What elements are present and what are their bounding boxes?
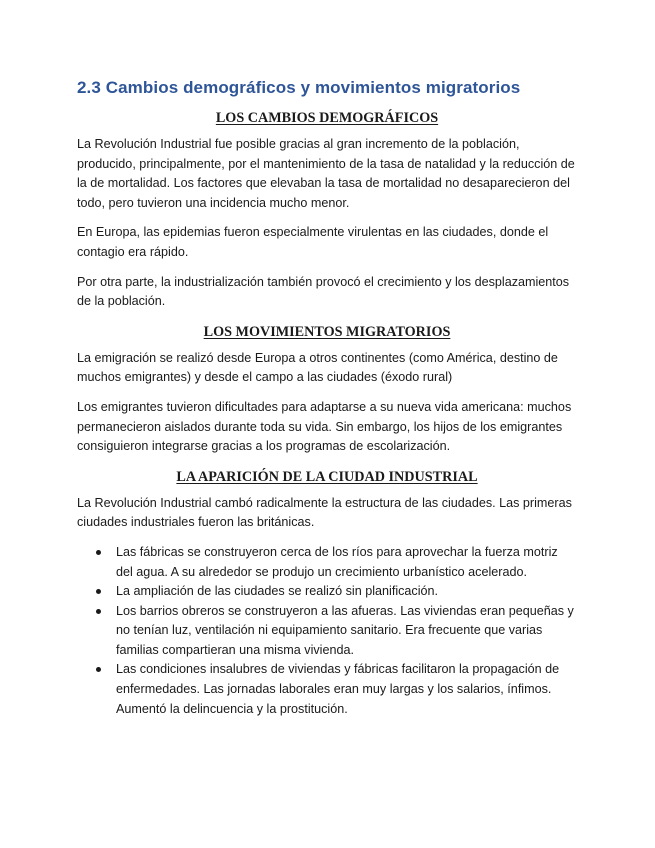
bullet-text: Las fábricas se construyeron cerca de los ríos para aprovechar la fuerza motriz del agua. A su alrededor se produjo un crecimiento urbanístico acelerado. [116,544,558,579]
bullet-icon [96,550,101,555]
paragraph: Los emigrantes tuvieron dificultades para adaptarse a su nueva vida americana: muchos permanecieron aislados durante toda su vida. Sin embargo, los hijos de los emigrantes consiguieron integrarse gracias a los programas de escolarización. [77,399,572,454]
bullet-item [77,543,577,582]
paragraph: En Europa, las epidemias fueron especialmente virulentas en las ciudades, donde el contagio era rápido. [77,225,549,259]
section-industrial-city [77,467,577,720]
bullet-text: Las condiciones insalubres de viviendas y fábricas facilitaron la propagación de enfermedades. Las jornadas laborales eran muy largas y los salarios, ínfimos. Aumentó la delincuencia y la prostitución. [116,662,560,716]
section-heading: LA APARICIÓN DE LA CIUDAD INDUSTRIAL [176,468,478,485]
bullet-text: Los barrios obreros se construyeron a las afueras. Las viviendas eran pequeñas y no tenían luz, ventilación ni equipamiento sanitario. Era frecuente que varias familias compartieran una misma vivienda. [116,603,574,657]
paragraph: La emigración se realizó desde Europa a otros continentes (como América, destino de muchos emigrantes) y desde el campo a las ciudades (éxodo rural) [77,350,558,385]
page-title: 2.3 Cambios demográficos y movimientos migratorios [77,78,521,97]
section-migratory-movements [77,322,577,457]
bullet-list [77,543,577,719]
paragraph: Por otra parte, la industrialización también provocó el crecimiento y los desplazamientos de la población. [77,274,570,309]
bullet-icon [96,609,101,614]
section-heading: LOS CAMBIOS DEMOGRÁFICOS [215,110,439,126]
document-content [77,77,577,719]
paragraph: La Revolución Industrial fue posible gracias al gran incremento de la población, producido, principalmente, por el mantenimiento de la tasa de natalidad y la reducción de la de mortalidad. Los factores que elevaban la tasa de mortalidad no desaparecieron del todo, pero tuvieron una incidencia mucho menor. [77,137,575,210]
section-heading: LOS MOVIMIENTOS MIGRATORIOS [203,323,451,340]
bullet-text: La ampliación de las ciudades se realizó sin planificación. [116,584,439,599]
bullet-icon [96,589,101,594]
bullet-item [77,582,577,602]
bullet-item [77,660,577,719]
bullet-icon [96,667,101,672]
paragraph: La Revolución Industrial cambó radicalmente la estructura de las ciudades. Las primeras ciudades industriales fueron las británicas. [77,495,572,530]
bullet-item [77,602,577,661]
section-demographic-changes [77,108,577,312]
